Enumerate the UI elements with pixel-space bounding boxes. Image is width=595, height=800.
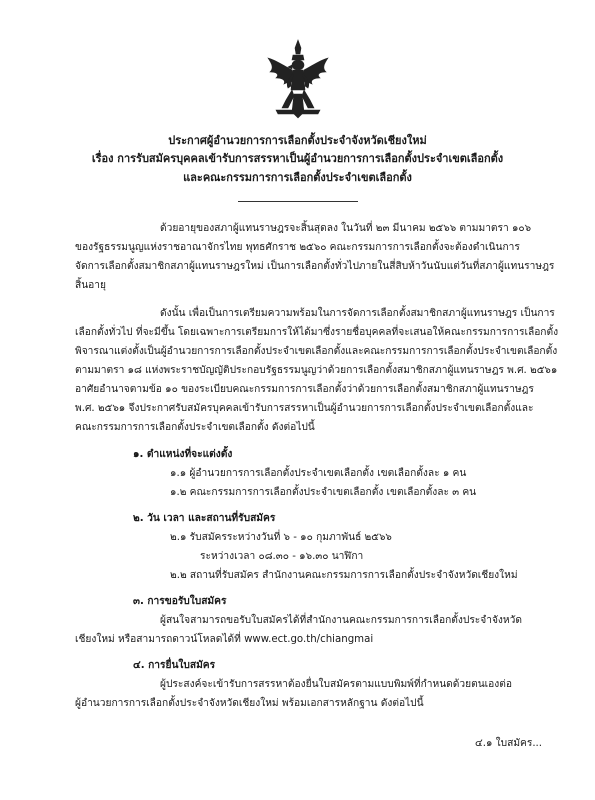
section-1-item: ๑.๒ คณะกรรมการการเลือกตั้งประจำเขตเลือกตั้ง เขตเลือกตั้งละ ๓ คน xyxy=(170,487,477,498)
subject-line-2: และคณะกรรมการการเลือกตั้งประจำเขตเลือกตั้ง xyxy=(183,171,412,184)
title-divider xyxy=(238,201,358,202)
section-4-text: ผู้อำนวยการการเลือกตั้งประจำจังหวัดเชียงใหม่ พร้อมเอกสารหลักฐาน ดังต่อไปนี้ xyxy=(75,698,424,709)
paragraph-2-line: คณะกรรมการการเลือกตั้งประจำเขตเลือกตั้ง ดังต่อไปนี้ xyxy=(75,422,315,433)
section-2-item: ๒.๑ รับสมัครระหว่างวันที่ ๖ - ๑๐ กุมภาพันธ์ ๒๕๖๖ xyxy=(170,532,392,543)
section-2-item: ระหว่างเวลา ๐๘.๓๐ - ๑๖.๓๐ นาฬิกา xyxy=(200,551,364,562)
paragraph-2-line: เลือกตั้งทั่วไป ที่จะมีขึ้น โดยเฉพาะการเตรียมการให้ได้มาซึ่งรายชื่อบุคคลที่จะเสนอให้คณะกรรมการการเลือกตั้ง xyxy=(75,327,559,338)
section-1-item: ๑.๑ ผู้อำนวยการการเลือกตั้งประจำเขตเลือกตั้ง เขตเลือกตั้งละ ๑ คน xyxy=(170,468,467,479)
paragraph-2-line: อาศัยอำนาจตามข้อ ๑๐ ของระเบียบคณะกรรมการการเลือกตั้งว่าด้วยการเลือกตั้งสมาชิกสภาผู้แทนราษฎร xyxy=(75,384,534,395)
paragraph-1-line: สิ้นอายุ xyxy=(75,280,106,291)
paragraph-2-line: พ.ศ. ๒๕๖๑ จึงประกาศรับสมัครบุคคลเข้ารับการสรรหาเป็นผู้อำนวยการการเลือกตั้งประจำเขตเลือกตั้งและ xyxy=(75,403,534,414)
continuation-marker: ๔.๑ ใบสมัคร... xyxy=(475,738,543,749)
paragraph-2-line: พิจารณาแต่งตั้งเป็นผู้อำนวยการการเลือกตั้งประจำเขตเลือกตั้งและคณะกรรมการการเลือกตั้งประจำเขตเลือกตั้ง xyxy=(75,346,558,357)
paragraph-2-line: ดังนั้น เพื่อเป็นการเตรียมความพร้อมในการจัดการเลือกตั้งสมาชิกสภาผู้แทนราษฎร เป็นการ xyxy=(160,308,555,319)
announcement-title: ประกาศผู้อำนวยการการเลือกตั้งประจำจังหวัดเชียงใหม่ xyxy=(168,134,427,147)
section-2-heading: ๒. วัน เวลา และสถานที่รับสมัคร xyxy=(133,513,276,524)
section-3-heading: ๓. การขอรับใบสมัคร xyxy=(133,596,227,607)
garuda-emblem-icon xyxy=(262,38,334,120)
section-3-text: ผู้สนใจสามารถขอรับใบสมัครได้ที่สำนักงานคณะกรรมการการเลือกตั้งประจำจังหวัด xyxy=(160,615,522,626)
subject-line-1: เรื่อง การรับสมัครบุคคลเข้ารับการสรรหาเป็นผู้อำนวยการการเลือกตั้งประจำเขตเลือกตั้ง xyxy=(91,152,504,165)
section-2-item: ๒.๒ สถานที่รับสมัคร สำนักงานคณะกรรมการการเลือกตั้งประจำจังหวัดเชียงใหม่ xyxy=(170,570,518,581)
paragraph-1-line: จัดการเลือกตั้งสมาชิกสภาผู้แทนราษฎรใหม่ เป็นการเลือกตั้งทั่วไปภายในสี่สิบห้าวันนับแต่วันที่สภาผู้แทนราษฎร xyxy=(75,261,555,272)
section-4-text: ผู้ประสงค์จะเข้ารับการสรรหาต้องยื่นใบสมัครตามแบบพิมพ์ที่กำหนดด้วยตนเองต่อ xyxy=(160,679,512,690)
paragraph-2-line: ตามมาตรา ๑๘ แห่งพระราชบัญญัติประกอบรัฐธรรมนูญว่าด้วยการเลือกตั้งสมาชิกสภาผู้แทนราษฎร พ.ศ. ๒๕๖๑ xyxy=(75,365,558,376)
paragraph-1-line: ของรัฐธรรมนูญแห่งราชอาณาจักรไทย พุทธศักราช ๒๕๖๐ คณะกรรมการการเลือกตั้งจะต้องดำเนินการ xyxy=(75,242,520,253)
section-1-heading: ๑. ตำแหน่งที่จะแต่งตั้ง xyxy=(133,449,233,460)
paragraph-1-line: ด้วยอายุของสภาผู้แทนราษฎรจะสิ้นสุดลง ในวันที่ ๒๓ มีนาคม ๒๕๖๖ ตามมาตรา ๑๐๖ xyxy=(160,223,532,234)
section-3-text: เชียงใหม่ หรือสามารถดาวน์โหลดได้ที่ www.ect.go.th/chiangmai xyxy=(75,634,374,645)
section-4-heading: ๔. การยื่นใบสมัคร xyxy=(133,660,216,671)
